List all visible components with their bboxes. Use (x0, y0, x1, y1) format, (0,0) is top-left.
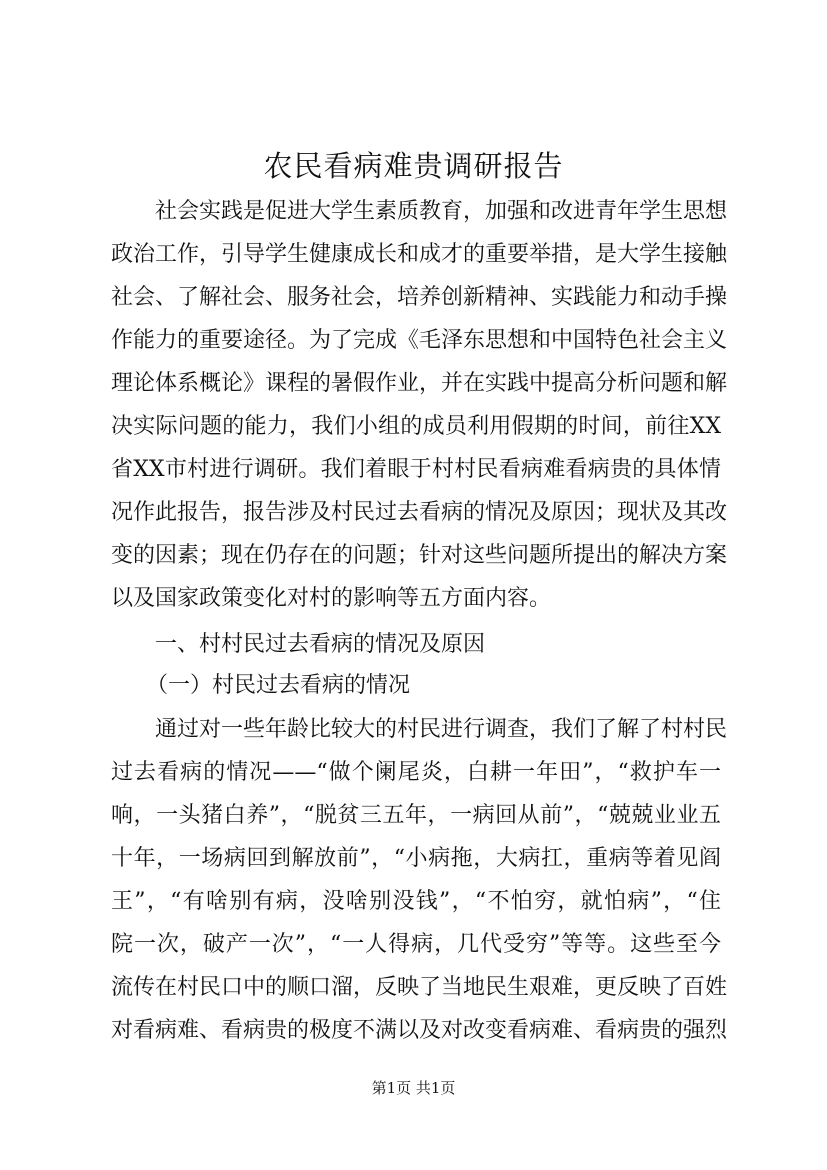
paragraph-line: 流传在村民口中的顺口溜，反映了当地民生艰难，更反映了百姓 (111, 975, 728, 1000)
paragraph-line: 对看病难、看病贵的极度不满以及对改变看病难、看病贵的强烈 (111, 1018, 728, 1043)
paragraph-line: 社会、了解社会、服务社会，培养创新精神、实践能力和动手操 (111, 285, 728, 310)
paragraph-line: 院一次，破产一次”，“一人得病，几代受穷”等等。这些至今 (111, 932, 721, 957)
paragraph-line: 响，一头猪白养”，“脱贫三五年，一病回从前”，“兢兢业业五 (111, 803, 721, 828)
paragraph-line: 省XX市村进行调研。我们着眼于村村民看病难看病贵的具体情 (111, 457, 721, 482)
page-number: 第1页 共1页 (371, 1079, 456, 1097)
paragraph-line: 通过对一些年龄比较大的村民进行调查，我们了解了村村民 (155, 717, 728, 742)
paragraph-line: 社会实践是促进大学生素质教育，加强和改进青年学生思想 (155, 199, 728, 224)
paragraph-line: 十年，一场病回到解放前”，“小病拖，大病扛，重病等着见阎 (111, 846, 721, 871)
paragraph-line: 况作此报告，报告涉及村民过去看病的情况及原因；现状及其改 (111, 500, 728, 525)
paragraph-line: 作能力的重要途径。为了完成《毛泽东思想和中国特色社会主义 (111, 328, 728, 353)
paragraph-line: 以及国家政策变化对村的影响等五方面内容。 (111, 586, 552, 611)
paragraph-line: 王”，“有啥别有病，没啥别没钱”，“不怕穷，就怕病”，“住 (111, 889, 721, 914)
paragraph-line: 决实际问题的能力，我们小组的成员利用假期的时间，前往XX (111, 414, 721, 439)
paragraph-line: 政治工作，引导学生健康成长和成才的重要举措，是大学生接触 (111, 242, 728, 267)
paragraph-line: 变的因素；现在仍存在的问题；针对这些问题所提出的解决方案 (111, 543, 728, 568)
paragraph-line: 理论体系概论》课程的暑假作业，并在实践中提高分析问题和解 (111, 371, 728, 396)
document-title: 农民看病难贵调研报告 (263, 149, 564, 183)
subsection-heading: （一）村民过去看病的情况 (146, 673, 411, 698)
paragraph-line: 过去看病的情况——“做个阑尾炎，白耕一年田”，“救护车一 (111, 760, 721, 785)
section-heading: 一、村村民过去看病的情况及原因 (155, 632, 486, 657)
